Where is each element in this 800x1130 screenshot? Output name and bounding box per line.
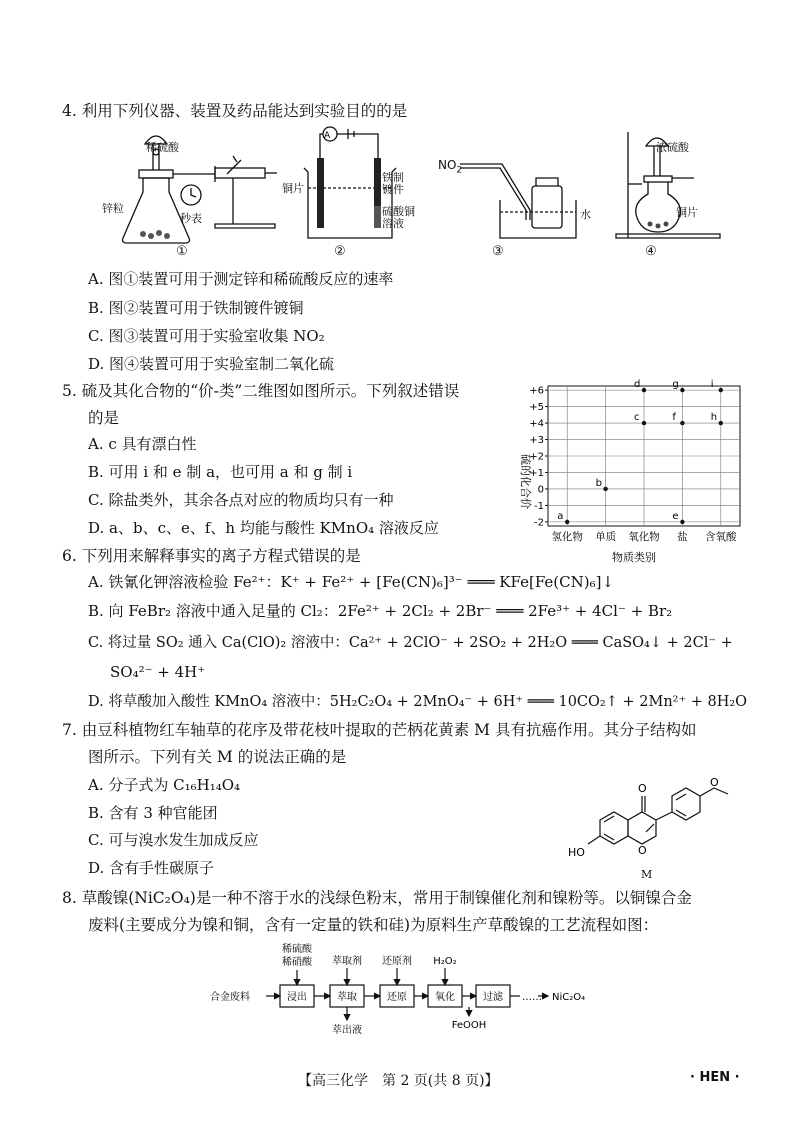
mol-o-ketone: O <box>638 782 647 795</box>
q4-option-b: B. 图②装置可用于铁制镀件镀铜 <box>88 299 304 317</box>
q7-option-b: B. 含有 3 种官能团 <box>88 804 218 822</box>
label-stopwatch: 秒表 <box>180 212 202 225</box>
reagent-dilute-hno3: 稀硝酸 <box>282 957 312 968</box>
label-iron-part: 铁制镀件 <box>382 171 404 196</box>
point-label-a: a <box>557 510 564 522</box>
q6-option-b: B. 向 FeBr₂ 溶液中通入足量的 Cl₂：2Fe²⁺ + 2Cl₂ + 2Br⁻ ═══ 2Fe³⁺ + 4Cl⁻ + Br₂ <box>88 602 673 620</box>
fig1-rate-apparatus <box>115 130 285 245</box>
q7-option-d: D. 含有手性碳原子 <box>88 859 215 877</box>
q6-option-c-line2: SO₄²⁻ + 4H⁺ <box>110 663 206 681</box>
q7-option-a: A. 分子式为 C₁₆H₁₄O₄ <box>88 776 241 794</box>
q5-option-a: A. c 具有漂白性 <box>88 435 197 453</box>
q5-stem-line1: 5. 硫及其化合物的“价-类”二维图如图所示。下列叙述错误 <box>62 382 460 400</box>
x-category-label: 含氧酸 <box>705 531 737 543</box>
point-c <box>642 421 646 425</box>
q5-option-d: D. a、b、c、e、f、h 均能与酸性 KMnO₄ 溶液反应 <box>88 519 439 537</box>
q5-stem-line2: 的是 <box>88 409 120 427</box>
fig3-caption: ③ <box>492 244 504 259</box>
q8-stem-line2: 废料(主要成分为镍和铜，含有一定量的铁和硅)为原料生产草酸镍的工艺流程如图： <box>88 916 659 934</box>
q6-option-d: D. 将草酸加入酸性 KMnO₄ 溶液中：5H₂C₂O₄ + 2MnO₄⁻ + 6H⁺ ═══ 10CO₂↑ + 2Mn²⁺ + 8H₂O <box>88 694 748 710</box>
fig2-caption: ② <box>334 244 346 259</box>
q7-stem-line2: 图所示。下列有关 M 的说法正确的是 <box>88 748 347 766</box>
q4-option-a: A. 图①装置可用于测定锌和稀硫酸反应的速率 <box>88 270 394 288</box>
point-label-f: f <box>672 412 676 424</box>
label-copper-sheet: 铜片 <box>282 182 304 195</box>
no2-prefix: NO <box>438 158 457 172</box>
reagent-dilute-h2so4: 稀硫酸 <box>282 944 312 955</box>
y-tick-label: -2 <box>534 517 544 529</box>
no2-sub: 2 <box>456 165 463 176</box>
page-footer: 【高三化学 第 2 页(共 8 页)】 <box>298 1073 499 1089</box>
reagent-extractant: 萃取剂 <box>332 956 362 967</box>
flow-step-oxidize: 氧化 <box>435 992 455 1003</box>
point-g <box>680 388 684 392</box>
flow-step-leach: 浸出 <box>287 992 307 1003</box>
point-f <box>680 421 684 425</box>
point-h <box>719 421 723 425</box>
mol-ho: HO <box>568 846 585 859</box>
label-no2 <box>438 158 463 176</box>
chart-grid <box>548 386 740 526</box>
flow-step-extract: 萃取 <box>337 992 357 1003</box>
footer-code: · HEN · <box>690 1070 740 1085</box>
y-tick-label: 0 <box>537 484 544 496</box>
valence-class-chart <box>508 378 748 568</box>
label-copper-piece: 铜片 <box>676 206 698 219</box>
point-b <box>603 487 607 491</box>
point-d <box>642 388 646 392</box>
label-conc-sulfuric-acid: 浓硫酸 <box>656 141 689 154</box>
label-dilute-sulfuric-acid: 稀硫酸 <box>146 141 179 154</box>
y-tick-label: +3 <box>529 435 544 447</box>
point-e <box>680 520 684 524</box>
y-tick-label: +5 <box>529 402 544 414</box>
point-a <box>565 520 569 524</box>
y-tick-label: -1 <box>534 500 544 512</box>
q4-option-d: D. 图④装置可用于实验室制二氧化硫 <box>88 355 335 373</box>
flow-input: 合金废料 <box>210 992 250 1003</box>
mol-o-ring: O <box>638 844 647 857</box>
flow-output-extract: 萃出液 <box>332 1025 362 1036</box>
q7-option-c: C. 可与溴水发生加成反应 <box>88 831 259 849</box>
reagent-h2o2: H₂O₂ <box>433 956 457 967</box>
y-tick-label: +1 <box>529 467 544 479</box>
flow-step-filter: 过滤 <box>483 992 503 1003</box>
x-category-label: 氧化物 <box>628 531 660 543</box>
y-tick-label: +4 <box>529 418 544 430</box>
q5-option-b: B. 可用 i 和 e 制 a，也可用 a 和 g 制 i <box>88 463 353 481</box>
point-label-g: g <box>672 379 679 391</box>
q5-option-c: C. 除盐类外，其余各点对应的物质均只有一种 <box>88 491 394 509</box>
point-i <box>719 388 723 392</box>
x-category-label: 单质 <box>595 531 617 543</box>
flow-step-reduce: 还原 <box>387 992 407 1003</box>
point-label-d: d <box>634 379 641 391</box>
q4-stem: 4. 利用下列仪器、装置及药品能达到实验目的的是 <box>62 102 408 120</box>
chart-x-categories <box>551 530 737 543</box>
point-label-i: i <box>710 379 714 391</box>
process-flow-diagram <box>210 940 620 1040</box>
mol-o-methoxy: O <box>710 776 719 789</box>
flow-dots: …… <box>522 992 542 1003</box>
y-tick-label: +6 <box>529 385 544 397</box>
y-tick-label: +2 <box>529 451 544 463</box>
chart-points <box>557 379 723 524</box>
flow-product: NiC₂O₄ <box>552 992 586 1003</box>
molecule-m-structure <box>570 772 750 872</box>
molecule-label: M <box>641 868 653 881</box>
fig4-caption: ④ <box>645 244 657 259</box>
x-category-label: 盐 <box>677 531 688 543</box>
point-label-h: h <box>710 412 718 424</box>
fig1-caption: ① <box>176 244 188 259</box>
label-copper-sulfate: 硫酸铜溶液 <box>382 205 415 230</box>
ammeter-label: A <box>324 131 331 141</box>
point-label-c: c <box>634 412 640 424</box>
point-label-b: b <box>595 477 602 489</box>
q7-stem-line1: 7. 由豆科植物红车轴草的花序及带花枝叶提取的芒柄花黄素 M 具有抗癌作用。其分子结构如 <box>62 721 697 739</box>
reagent-reductant: 还原剂 <box>382 956 412 967</box>
label-water: 水 <box>580 208 591 221</box>
point-label-e: e <box>672 510 679 522</box>
chart-x-label: 物质类别 <box>612 551 656 564</box>
q6-option-a: A. 铁氰化钾溶液检验 Fe²⁺：K⁺ + Fe²⁺ + [Fe(CN)₆]³⁻ ═══ KFe[Fe(CN)₆]↓ <box>88 573 615 591</box>
q4-option-c: C. 图③装置可用于实验室收集 NO₂ <box>88 327 325 345</box>
q6-option-c-line1: C. 将过量 SO₂ 通入 Ca(ClO)₂ 溶液中：Ca²⁺ + 2ClO⁻ + 2SO₂ + 2H₂O ═══ CaSO₄↓ + 2Cl⁻ + <box>88 635 733 651</box>
q6-stem: 6. 下列用来解释事实的离子方程式错误的是 <box>62 547 361 565</box>
chart-y-label: 硫的化合价 <box>519 454 532 509</box>
x-category-label: 氢化物 <box>551 531 583 543</box>
flow-output-feooh: FeOOH <box>451 1020 487 1031</box>
label-zinc-granules: 锌粒 <box>102 202 124 215</box>
q8-stem-line1: 8. 草酸镍(NiC₂O₄)是一种不溶于水的浅绿色粉末，常用于制镍催化剂和镍粉等。以铜镍合金 <box>62 889 692 907</box>
